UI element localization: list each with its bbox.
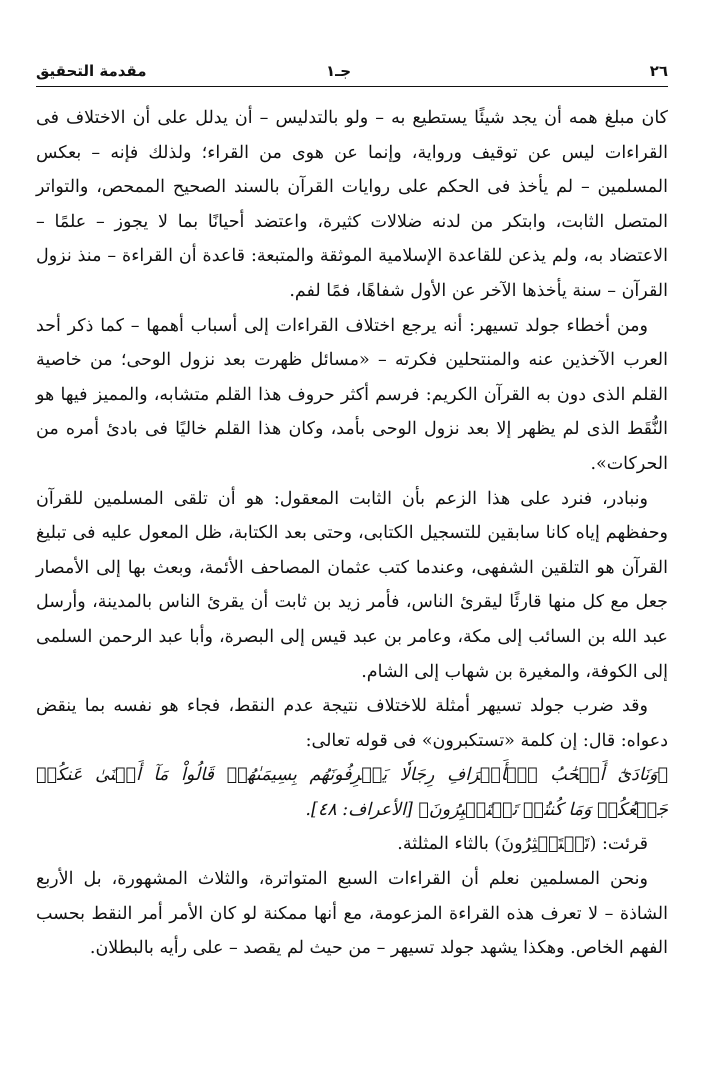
paragraph-6: ونحن المسلمين نعلم أن القراءات السبع المتواترة، والثلاث المشهورة، بل الأربع الشاذة – لا تعرف هذه القراءة المزعومة، مع أنها ممكنة لو كان الأمر أمر النقط بحسب الفهم الخاص. وهكذا يشهد جولد تسيهر – من حيث لم يقصد – على رأيه بالبطلان. — [36, 869, 669, 959]
body-text — [36, 101, 668, 966]
paragraph-3: ونبادر، فنرد على هذا الزعم بأن الثابت المعقول: هو أن تلقى المسلمين للقرآن وحفظهم إياه كانا سابقين للتسجيل الكتابى، وحتى بعد الكتابة، ظل المعول عليه فى تبليغ القرآن هو التلقين الشفهى، وعندما كتب عثمان المصاحف الأئمة، وبعث بها إلى الأمصار جعل مع كل منها قارئًا ليقرئ الناس، فأمر زيد بن ثابت أن يقرئ الناس بالمدينة، وأرسل عبد الله بن السائب إلى مكة، وعامر بن عبد قيس إلى البصرة، وأبا عبد الرحمن السلمى إلى الكوفة، والمغيرة بن شهاب إلى الشام. — [36, 488, 669, 682]
paragraph-5: قرئت: (تَسۡتَكۡثِرُونَ) بالثاء المثلثة. — [397, 834, 648, 855]
header-rule — [36, 86, 668, 87]
page-number: ٢٦ — [649, 62, 668, 80]
page-header — [36, 58, 668, 84]
quran-verse: ﴿وَنَادَىٰٓ أَصۡحَٰبُ ٱلۡأَعۡرَافِ رِجَالٗا يَعۡرِفُونَهُم بِسِيمَىٰهُمۡ قَالُواْ مَآ أَغۡنَىٰ عَنكُمۡ جَمۡعُكُمۡ وَمَا كُنتُمۡ تَسۡتَكۡبِرُونَ﴾ [الأعراف: ٤٨]. — [36, 765, 668, 820]
paragraph-1: كان مبلغ همه أن يجد شيئًا يستطيع به – ولو بالتدليس – أن يدلل على أن الاختلاف فى القراءات ليس عن توقيف ورواية، وإنما عن هوى من القراء؛ ولذلك فإنه – بعكس المسلمين – لم يأخذ فى الحكم على روايات القرآن بالسند الصحيح الممحص، والتواتر المتصل الثابت، وابتكر من لدنه ضلالات كثيرة، واعتضد أحيانًا بما لا يجوز – علمًا – الاعتضاد به، ولم يذعن للقاعدة الإسلامية الموثقة والمتبعة: قاعدة أن القراءة – منذ نزول القرآن – سنة يأخذها الآخر عن الأول شفاهًا، فمًا لفم. — [36, 108, 668, 301]
paragraph-2: ومن أخطاء جولد تسيهر: أنه يرجع اختلاف القراءات إلى أسباب أهمها – كما ذكر أحد العرب الآخذين عنه والمنتحلين فكرته – «مسائل ظهرت بعد نزول الوحى؛ من خاصية القلم الذى دون به القرآن الكريم: فرسم أكثر حروف هذا القلم متشابه، والمميز فيها هو النُّقَط الذى لم يظهر إلا بعد نزول الوحى بأمد، وكان هذا القلم خاليًا فى بادئ أمره من الحركات». — [36, 315, 668, 474]
running-title: مقدمة التحقيق — [36, 62, 147, 80]
book-page — [36, 58, 668, 966]
paragraph-4: وقد ضرب جولد تسيهر أمثلة للاختلاف نتيجة عدم النقط، فجاء هو نفسه بما ينقض دعواه: قال: إن كلمة «تستكبرون» فى قوله تعالى: — [36, 696, 668, 751]
volume-label: جـ١ — [326, 62, 352, 80]
